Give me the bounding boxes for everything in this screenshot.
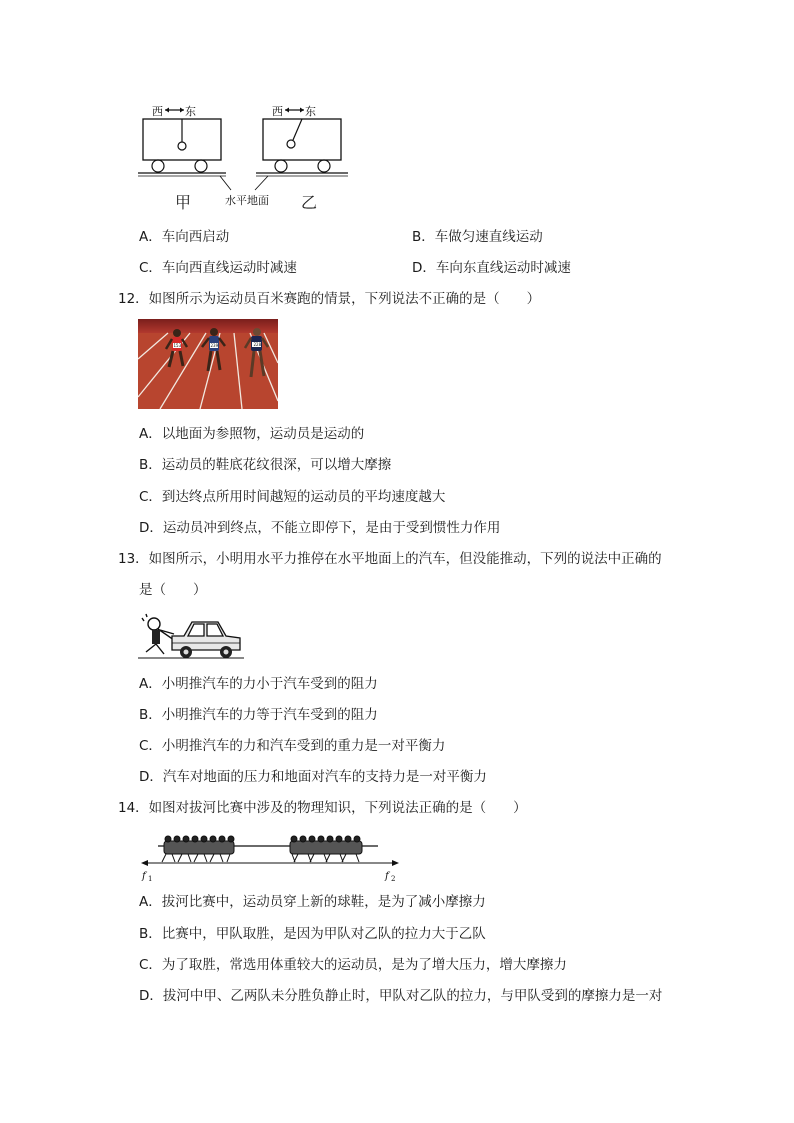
sprint-race-photo (138, 319, 278, 409)
q13-option-d: D．汽车对地面的压力和地面对汽车的支持力是一对平衡力 (139, 769, 487, 785)
q11-option-c: C．车向西直线运动时减速 (139, 260, 297, 276)
team-right (290, 836, 362, 862)
f1-label: f (142, 871, 146, 882)
team-left (162, 836, 234, 862)
east-label: 东 (185, 105, 196, 118)
q11-option-b: B．车做匀速直线运动 (412, 229, 543, 245)
q13-option-b: B．小明推汽车的力等于汽车受到的阻力 (139, 707, 378, 723)
q14-stem: 14．如图对拔河比赛中涉及的物理知识，下列说法正确的是（ ） (118, 800, 527, 816)
label-jia: 甲 (175, 193, 192, 212)
west-label: 西 (152, 105, 163, 118)
bib-number: 239 (210, 343, 219, 348)
q11-option-a: A．车向西启动 (139, 229, 230, 245)
cart-yi (256, 105, 348, 176)
east-label: 东 (305, 105, 316, 118)
bib-number: 153 (173, 343, 182, 348)
label-yi: 乙 (301, 193, 318, 212)
f2-label: f (385, 871, 389, 882)
q11-option-d: D．车向东直线运动时减速 (412, 260, 571, 276)
q12-option-a: A．以地面为参照物，运动员是运动的 (139, 426, 365, 442)
q13-stem-line1: 13．如图所示，小明用水平力推停在水平地面上的汽车，但没能推动，下列的说法中正确的 (118, 551, 662, 567)
ground-label: 水平地面 (225, 194, 269, 207)
f2-subscript: 2 (391, 875, 396, 883)
q13-stem-line2: 是（ ） (139, 582, 207, 598)
bib-number: 228 (253, 342, 262, 347)
q13-option-c: C．小明推汽车的力和汽车受到的重力是一对平衡力 (139, 738, 446, 754)
q12-option-c: C．到达终点所用时间越短的运动员的平均速度越大 (139, 489, 446, 505)
q14-option-c: C．为了取胜，常选用体重较大的运动员，是为了增大压力，增大摩擦力 (139, 957, 567, 973)
q14-option-d: D．拔河中甲、乙两队未分胜负静止时，甲队对乙队的拉力，与甲队受到的摩擦力是一对 (139, 988, 663, 1004)
cart-jia (138, 105, 226, 176)
q14-option-a: A．拔河比赛中，运动员穿上新的球鞋，是为了减小摩擦力 (139, 894, 486, 910)
figure-carts-diagram (138, 98, 353, 216)
q13-option-a: A．小明推汽车的力小于汽车受到的阻力 (139, 676, 378, 692)
f1-subscript: 1 (148, 875, 153, 883)
figure-push-car (138, 608, 244, 662)
q12-option-b: B．运动员的鞋底花纹很深，可以增大摩擦 (139, 457, 392, 473)
west-label: 西 (272, 105, 283, 118)
q12-option-d: D．运动员冲到终点，不能立即停下，是由于受到惯性力作用 (139, 520, 501, 536)
q12-stem: 12．如图所示为运动员百米赛跑的情景，下列说法不正确的是（ ） (118, 291, 541, 307)
figure-tug-of-war (138, 832, 403, 886)
q14-option-b: B．比赛中，甲队取胜，是因为甲队对乙队的拉力大于乙队 (139, 926, 486, 942)
